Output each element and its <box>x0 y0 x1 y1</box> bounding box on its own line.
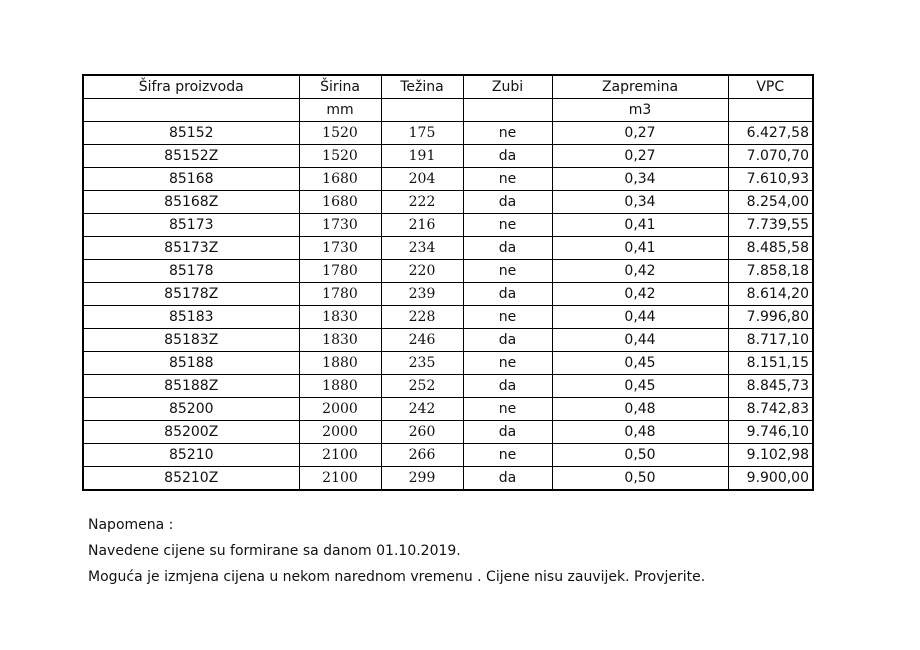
unit-cell <box>463 99 552 122</box>
unit-cell: m3 <box>552 99 728 122</box>
product-code-cell: 85183 <box>83 306 299 329</box>
price-cell: 8.742,83 <box>728 398 813 421</box>
width-cell: 1520 <box>299 122 381 145</box>
volume-cell: 0,45 <box>552 375 728 398</box>
header-cell: Zubi <box>463 75 552 99</box>
volume-cell: 0,44 <box>552 306 728 329</box>
unit-cell <box>381 99 463 122</box>
product-code-cell: 85152Z <box>83 145 299 168</box>
volume-cell: 0,45 <box>552 352 728 375</box>
price-table <box>82 74 814 491</box>
header-cell: VPC <box>728 75 813 99</box>
weight-cell: 242 <box>381 398 463 421</box>
unit-cell <box>83 99 299 122</box>
price-cell: 9.900,00 <box>728 467 813 491</box>
width-cell: 1680 <box>299 168 381 191</box>
volume-cell: 0,44 <box>552 329 728 352</box>
price-cell: 7.610,93 <box>728 168 813 191</box>
volume-cell: 0,48 <box>552 421 728 444</box>
width-cell: 1680 <box>299 191 381 214</box>
volume-cell: 0,50 <box>552 444 728 467</box>
product-code-cell: 85188Z <box>83 375 299 398</box>
volume-cell: 0,34 <box>552 168 728 191</box>
weight-cell: 299 <box>381 467 463 491</box>
weight-cell: 235 <box>381 352 463 375</box>
teeth-cell: da <box>463 283 552 306</box>
width-cell: 1830 <box>299 306 381 329</box>
teeth-cell: ne <box>463 214 552 237</box>
table-row <box>83 306 813 329</box>
price-cell: 6.427,58 <box>728 122 813 145</box>
volume-cell: 0,34 <box>552 191 728 214</box>
header-row <box>83 75 813 99</box>
weight-cell: 222 <box>381 191 463 214</box>
price-cell: 8.614,20 <box>728 283 813 306</box>
units-row <box>83 99 813 122</box>
weight-cell: 246 <box>381 329 463 352</box>
volume-cell: 0,27 <box>552 145 728 168</box>
price-cell: 8.254,00 <box>728 191 813 214</box>
table-row <box>83 260 813 283</box>
product-code-cell: 85168Z <box>83 191 299 214</box>
notes-line-date: Navedene cijene su formirane sa danom 01.10.2019. <box>88 543 461 559</box>
price-cell: 7.070,70 <box>728 145 813 168</box>
teeth-cell: ne <box>463 168 552 191</box>
table-row <box>83 191 813 214</box>
volume-cell: 0,42 <box>552 283 728 306</box>
teeth-cell: da <box>463 237 552 260</box>
teeth-cell: ne <box>463 122 552 145</box>
price-cell: 8.151,15 <box>728 352 813 375</box>
weight-cell: 260 <box>381 421 463 444</box>
width-cell: 1880 <box>299 375 381 398</box>
weight-cell: 191 <box>381 145 463 168</box>
product-code-cell: 85200Z <box>83 421 299 444</box>
unit-cell: mm <box>299 99 381 122</box>
teeth-cell: da <box>463 329 552 352</box>
notes-line-disclaimer: Moguća je izmjena cijena u nekom narednom vremenu . Cijene nisu zauvijek. Provjerite. <box>88 569 706 585</box>
width-cell: 1780 <box>299 283 381 306</box>
volume-cell: 0,50 <box>552 467 728 491</box>
price-cell: 8.845,73 <box>728 375 813 398</box>
product-code-cell: 85200 <box>83 398 299 421</box>
product-code-cell: 85168 <box>83 168 299 191</box>
table-row <box>83 237 813 260</box>
product-code-cell: 85178 <box>83 260 299 283</box>
price-cell: 9.102,98 <box>728 444 813 467</box>
table-row <box>83 329 813 352</box>
width-cell: 2100 <box>299 467 381 491</box>
teeth-cell: da <box>463 467 552 491</box>
weight-cell: 216 <box>381 214 463 237</box>
teeth-cell: da <box>463 375 552 398</box>
width-cell: 1730 <box>299 237 381 260</box>
product-code-cell: 85178Z <box>83 283 299 306</box>
weight-cell: 234 <box>381 237 463 260</box>
table-row <box>83 398 813 421</box>
volume-cell: 0,27 <box>552 122 728 145</box>
width-cell: 1730 <box>299 214 381 237</box>
weight-cell: 266 <box>381 444 463 467</box>
width-cell: 1520 <box>299 145 381 168</box>
weight-cell: 252 <box>381 375 463 398</box>
header-cell: Širina <box>299 75 381 99</box>
weight-cell: 228 <box>381 306 463 329</box>
width-cell: 1780 <box>299 260 381 283</box>
header-cell: Težina <box>381 75 463 99</box>
price-cell: 8.485,58 <box>728 237 813 260</box>
table-row <box>83 214 813 237</box>
teeth-cell: ne <box>463 398 552 421</box>
teeth-cell: da <box>463 421 552 444</box>
width-cell: 2000 <box>299 398 381 421</box>
teeth-cell: ne <box>463 306 552 329</box>
notes-title: Napomena : <box>88 517 174 533</box>
volume-cell: 0,41 <box>552 214 728 237</box>
notes-block <box>88 512 705 590</box>
teeth-cell: ne <box>463 352 552 375</box>
teeth-cell: da <box>463 191 552 214</box>
header-cell: Šifra proizvoda <box>83 75 299 99</box>
weight-cell: 204 <box>381 168 463 191</box>
teeth-cell: da <box>463 145 552 168</box>
table-row <box>83 444 813 467</box>
product-code-cell: 85173 <box>83 214 299 237</box>
table-row <box>83 467 813 491</box>
width-cell: 2100 <box>299 444 381 467</box>
header-cell: Zapremina <box>552 75 728 99</box>
teeth-cell: ne <box>463 444 552 467</box>
teeth-cell: ne <box>463 260 552 283</box>
product-code-cell: 85188 <box>83 352 299 375</box>
weight-cell: 220 <box>381 260 463 283</box>
table-row <box>83 375 813 398</box>
price-cell: 8.717,10 <box>728 329 813 352</box>
volume-cell: 0,42 <box>552 260 728 283</box>
table-row <box>83 421 813 444</box>
product-code-cell: 85183Z <box>83 329 299 352</box>
weight-cell: 175 <box>381 122 463 145</box>
table-row <box>83 145 813 168</box>
product-code-cell: 85152 <box>83 122 299 145</box>
table-row <box>83 283 813 306</box>
width-cell: 1830 <box>299 329 381 352</box>
table-row <box>83 168 813 191</box>
price-cell: 7.996,80 <box>728 306 813 329</box>
product-code-cell: 85210 <box>83 444 299 467</box>
width-cell: 1880 <box>299 352 381 375</box>
unit-cell <box>728 99 813 122</box>
volume-cell: 0,41 <box>552 237 728 260</box>
price-cell: 7.858,18 <box>728 260 813 283</box>
table-row <box>83 352 813 375</box>
price-cell: 9.746,10 <box>728 421 813 444</box>
weight-cell: 239 <box>381 283 463 306</box>
volume-cell: 0,48 <box>552 398 728 421</box>
product-code-cell: 85210Z <box>83 467 299 491</box>
price-cell: 7.739,55 <box>728 214 813 237</box>
product-code-cell: 85173Z <box>83 237 299 260</box>
width-cell: 2000 <box>299 421 381 444</box>
table-row <box>83 122 813 145</box>
